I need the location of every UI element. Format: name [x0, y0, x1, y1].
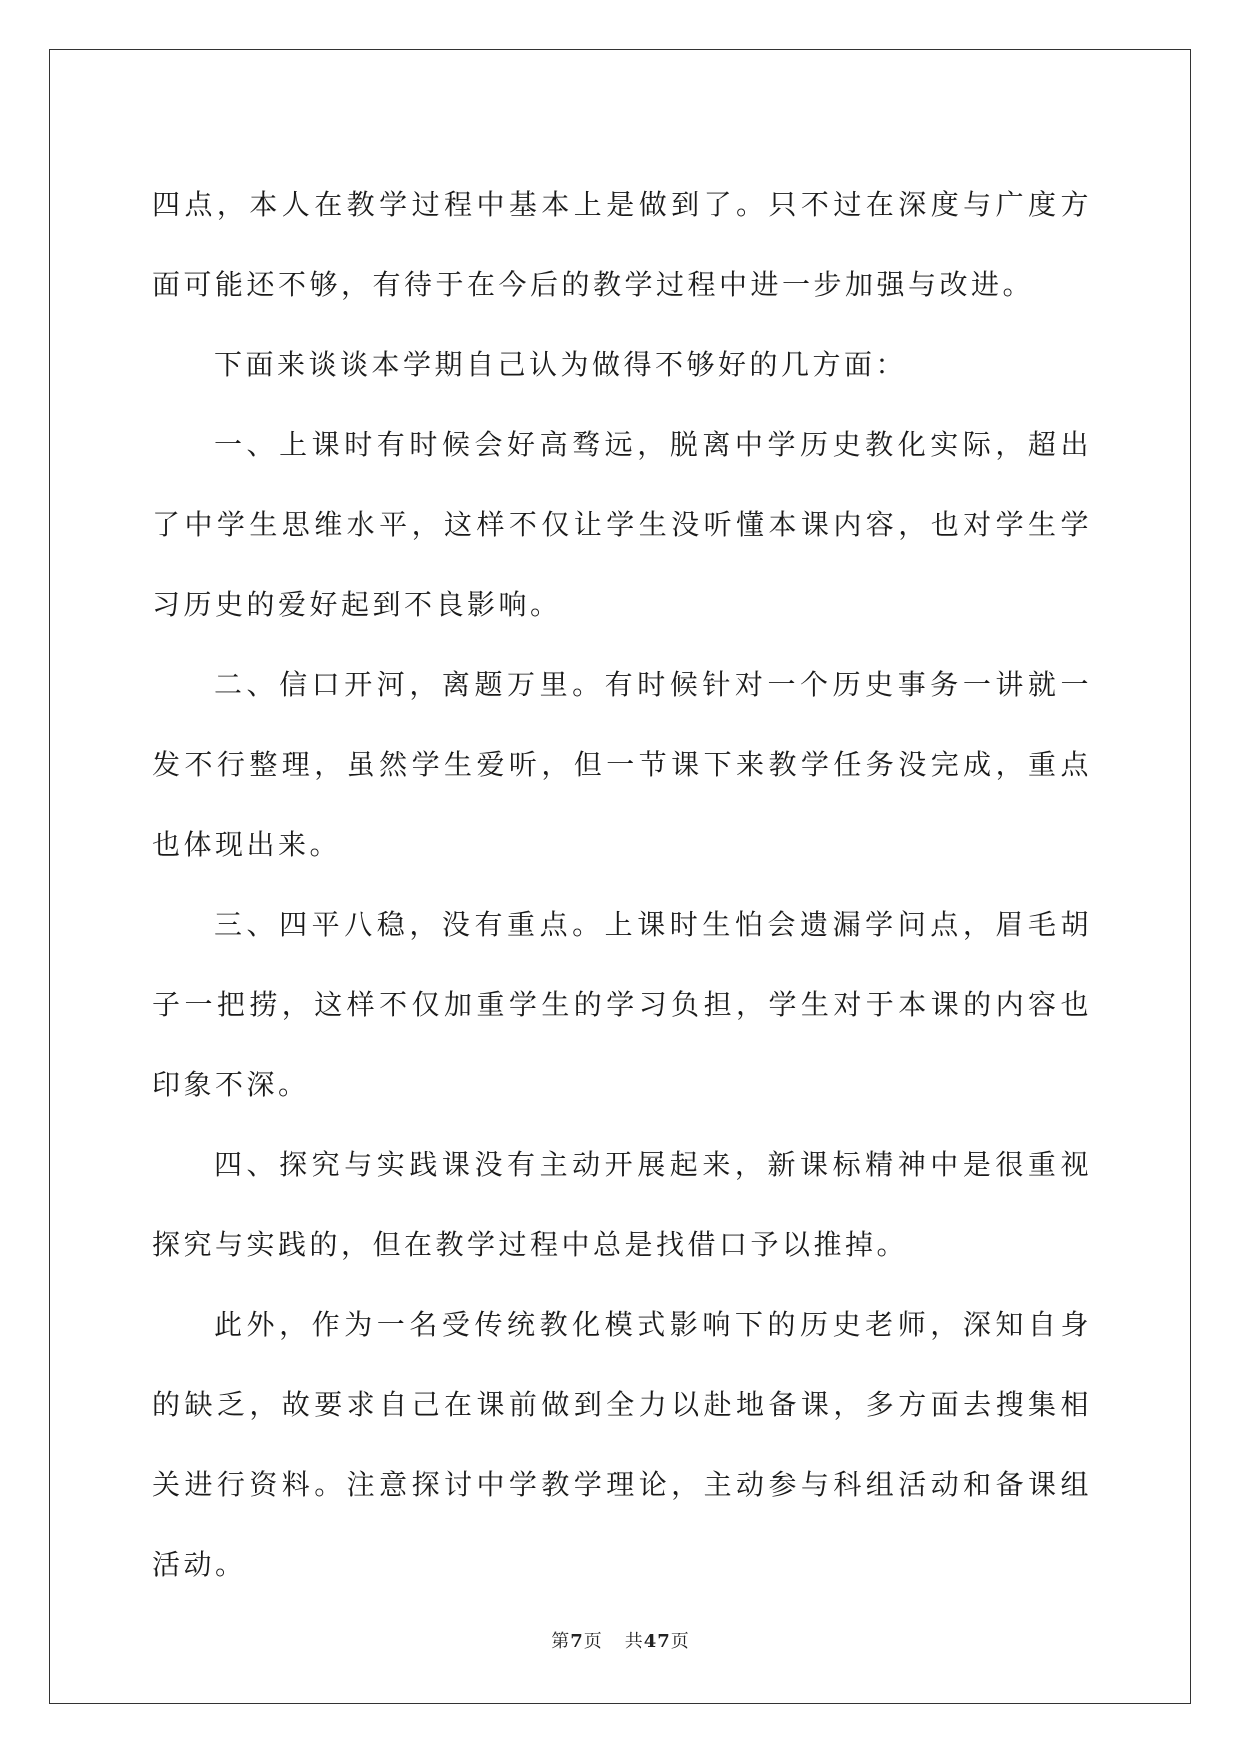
total-suffix: 页	[670, 1631, 690, 1652]
page-footer	[0, 1627, 1241, 1653]
document-body	[152, 165, 1092, 1605]
total-page-count: 47	[643, 1631, 671, 1652]
paragraph-point-one: 一、上课时有时候会好高骛远，脱离中学历史教化实际，超出了中学生思维水平，这样不仅让学生没听懂本课内容，也对学生学习历史的爱好起到不良影响。	[152, 428, 1092, 621]
paragraph-additional: 此外，作为一名受传统教化模式影响下的历史老师，深知自身的缺乏，故要求自己在课前做到全力以赴地备课，多方面去搜集相关进行资料。注意探讨中学教学理论，主动参与科组活动和备课组活动。	[152, 1308, 1092, 1581]
page-suffix: 页	[583, 1631, 603, 1652]
page-prefix: 第	[551, 1631, 571, 1652]
paragraph-continuation: 四点，本人在教学过程中基本上是做到了。只不过在深度与广度方面可能还不够，有待于在今后的教学过程中进一步加强与改进。	[152, 188, 1092, 301]
paragraph-intro-shortcomings: 下面来谈谈本学期自己认为做得不够好的几方面：	[214, 348, 908, 381]
paragraph-point-four: 四、探究与实践课没有主动开展起来，新课标精神中是很重视探究与实践的，但在教学过程中总是找借口予以推掉。	[152, 1148, 1092, 1261]
current-page-number: 7	[570, 1631, 584, 1652]
paragraph-point-three: 三、四平八稳，没有重点。上课时生怕会遗漏学问点，眉毛胡子一把捞，这样不仅加重学生的学习负担，学生对于本课的内容也印象不深。	[152, 908, 1092, 1101]
total-prefix: 共	[624, 1631, 644, 1652]
paragraph-point-two: 二、信口开河，离题万里。有时候针对一个历史事务一讲就一发不行整理，虽然学生爱听，但一节课下来教学任务没完成，重点也体现出来。	[152, 668, 1092, 861]
